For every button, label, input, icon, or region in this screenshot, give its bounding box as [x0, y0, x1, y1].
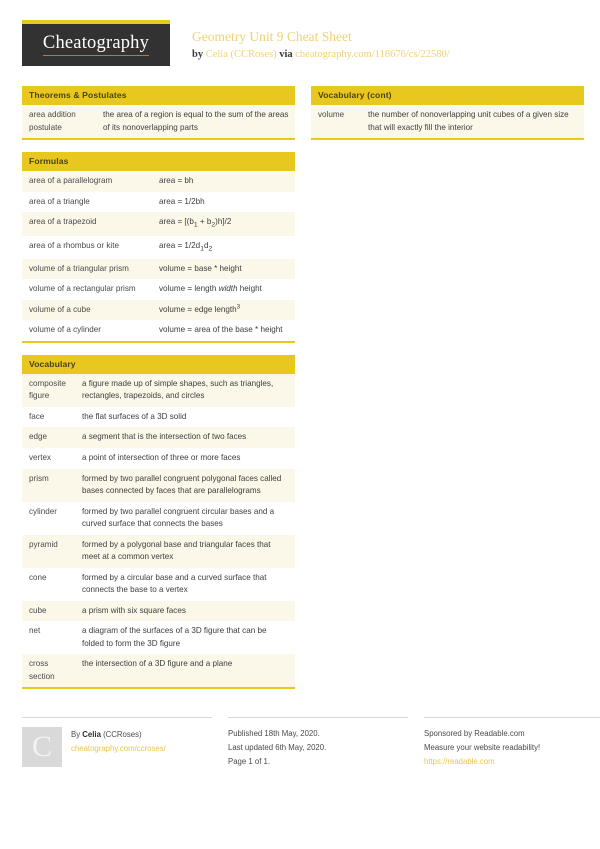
block-body-vocabulary — [22, 374, 295, 690]
row-definition: volume = length width height — [159, 284, 262, 294]
row-term: area of a parallelogram — [29, 176, 113, 186]
byline-via: via — [276, 49, 296, 61]
row-term: cross section — [29, 659, 55, 681]
table-row — [22, 105, 295, 138]
block-vocabulary — [22, 355, 295, 690]
footer-author-name: Celia — [82, 730, 101, 740]
page-footer — [22, 707, 582, 768]
block-body-formulas — [22, 171, 295, 342]
table-row — [22, 236, 295, 259]
author-link[interactable]: Celia (CCRoses) — [205, 49, 277, 61]
table-row — [22, 601, 295, 622]
table-row — [311, 105, 584, 138]
cheatography-logo[interactable] — [22, 20, 170, 66]
footer-author-handle: (CCRoses) — [100, 730, 142, 740]
footer-author-meta — [71, 727, 166, 768]
table-row — [22, 535, 295, 568]
sponsor-prefix: Sponsored by — [424, 729, 475, 739]
published-date: Published 18th May, 2020. — [228, 729, 320, 739]
footer-sponsor-block — [424, 717, 600, 768]
block-vocabulary-cont — [311, 86, 584, 140]
block-title-vocabulary: Vocabulary — [22, 355, 295, 374]
table-row — [22, 279, 295, 300]
row-definition: volume = edge length$^3$ — [159, 302, 241, 314]
row-term: area of a rhombus or kite — [29, 240, 119, 250]
content-columns — [22, 86, 582, 701]
table-row — [22, 621, 295, 654]
row-term: vertex — [29, 453, 52, 463]
row-definition: area = bh — [159, 176, 194, 186]
row-term: area of a trapezoid — [29, 217, 97, 227]
row-term: volume of a cube — [29, 304, 91, 314]
row-definition: formed by a polygonal base and triangular faces that meet at a common vertex — [82, 539, 271, 562]
row-definition: area = 1/2bh — [159, 196, 205, 206]
row-term: net — [29, 626, 41, 636]
table-row — [22, 320, 295, 341]
row-definition: the flat surfaces of a 3D solid — [82, 411, 187, 421]
block-theorems-postulates — [22, 86, 295, 140]
row-term: cone — [29, 572, 47, 582]
logo-text: Cheatography — [43, 34, 149, 55]
row-term: area addition postulate — [29, 110, 76, 132]
block-formulas — [22, 152, 295, 342]
block-body-theorems — [22, 105, 295, 140]
table-row — [22, 654, 295, 687]
footer-author-line — [71, 728, 166, 742]
row-definition: a figure made up of simple shapes, such as triangles, rectangles, trapezoids, and circles — [82, 378, 274, 401]
table-row — [22, 259, 295, 280]
page-title: Geometry Unit 9 Cheat Sheet — [192, 29, 352, 44]
sponsor-line — [424, 727, 600, 741]
row-definition: formed by a circular base and a curved surface that connects the base to a vertex — [82, 572, 267, 595]
row-term: cube — [29, 605, 47, 615]
sponsor-tagline: Measure your website readability! — [424, 743, 541, 753]
row-definition: formed by two parallel congruent polygonal faces called bases connected by faces that are parallelograms — [82, 473, 282, 496]
table-row — [22, 212, 295, 235]
header-titles — [192, 20, 450, 63]
page-header — [22, 20, 582, 78]
row-definition: area = $[(b_1 + b_2)h]/2$ — [159, 217, 232, 230]
row-definition: the area of a region is equal to the sum of the areas of its nonoverlapping parts — [103, 110, 289, 132]
page-number: Page 1 of 1. — [228, 756, 271, 766]
table-row — [22, 502, 295, 535]
footer-author-url[interactable]: cheatography.com/ccroses/ — [71, 744, 166, 754]
footer-by-prefix: By — [71, 730, 83, 740]
table-row — [22, 448, 295, 469]
row-term: composite figure — [29, 378, 66, 401]
row-term: volume — [318, 110, 345, 120]
sponsor-url[interactable]: https://readable.com — [424, 756, 495, 766]
table-row — [22, 192, 295, 213]
row-definition: volume = base * height — [159, 263, 242, 273]
row-definition: a point of intersection of three or more faces — [82, 453, 241, 463]
row-term: edge — [29, 432, 48, 442]
byline — [192, 47, 450, 63]
footer-author-block — [22, 717, 212, 768]
updated-date: Last updated 6th May, 2020. — [228, 743, 327, 753]
row-term: volume of a triangular prism — [29, 263, 129, 273]
table-row — [22, 171, 295, 192]
left-column — [22, 86, 295, 701]
row-term: face — [29, 411, 45, 421]
row-definition: area = $1/2d_1d_2$ — [159, 240, 213, 253]
block-body-vocabulary-cont — [311, 105, 584, 140]
table-row — [22, 427, 295, 448]
row-definition: the number of nonoverlapping unit cubes of a given size that will exactly fill the interior — [368, 110, 569, 132]
row-definition: volume = area of the base * height — [159, 325, 283, 335]
row-term: volume of a rectangular prism — [29, 284, 136, 294]
byline-prefix: by — [192, 49, 206, 61]
right-column — [311, 86, 584, 152]
table-row — [22, 568, 295, 601]
block-title-vocabulary-cont: Vocabulary (cont) — [311, 86, 584, 105]
row-term: pyramid — [29, 539, 58, 549]
row-definition: a prism with six square faces — [82, 605, 186, 615]
source-url-link[interactable]: cheatography.com/118676/cs/22580/ — [295, 49, 450, 61]
row-definition: a diagram of the surfaces of a 3D figure that can be folded to form the 3D figure — [82, 626, 267, 648]
table-row — [22, 407, 295, 428]
table-row — [22, 300, 295, 321]
row-definition: the intersection of a 3D figure and a plane — [82, 659, 233, 669]
block-title-formulas: Formulas — [22, 152, 295, 171]
footer-publish-block — [228, 717, 408, 768]
table-row — [22, 374, 295, 407]
avatar: C — [22, 727, 62, 767]
row-term: cylinder — [29, 506, 57, 516]
row-definition: formed by two parallel congruent circular bases and a curved surface that connects the bases — [82, 506, 275, 529]
block-title-theorems: Theorems & Postulates — [22, 86, 295, 105]
table-row — [22, 469, 295, 502]
row-term: prism — [29, 473, 49, 483]
row-term: volume of a cylinder — [29, 325, 101, 335]
row-definition: a segment that is the intersection of two faces — [82, 432, 247, 442]
row-term: area of a triangle — [29, 196, 90, 206]
sponsor-name: Readable.com — [474, 729, 525, 739]
